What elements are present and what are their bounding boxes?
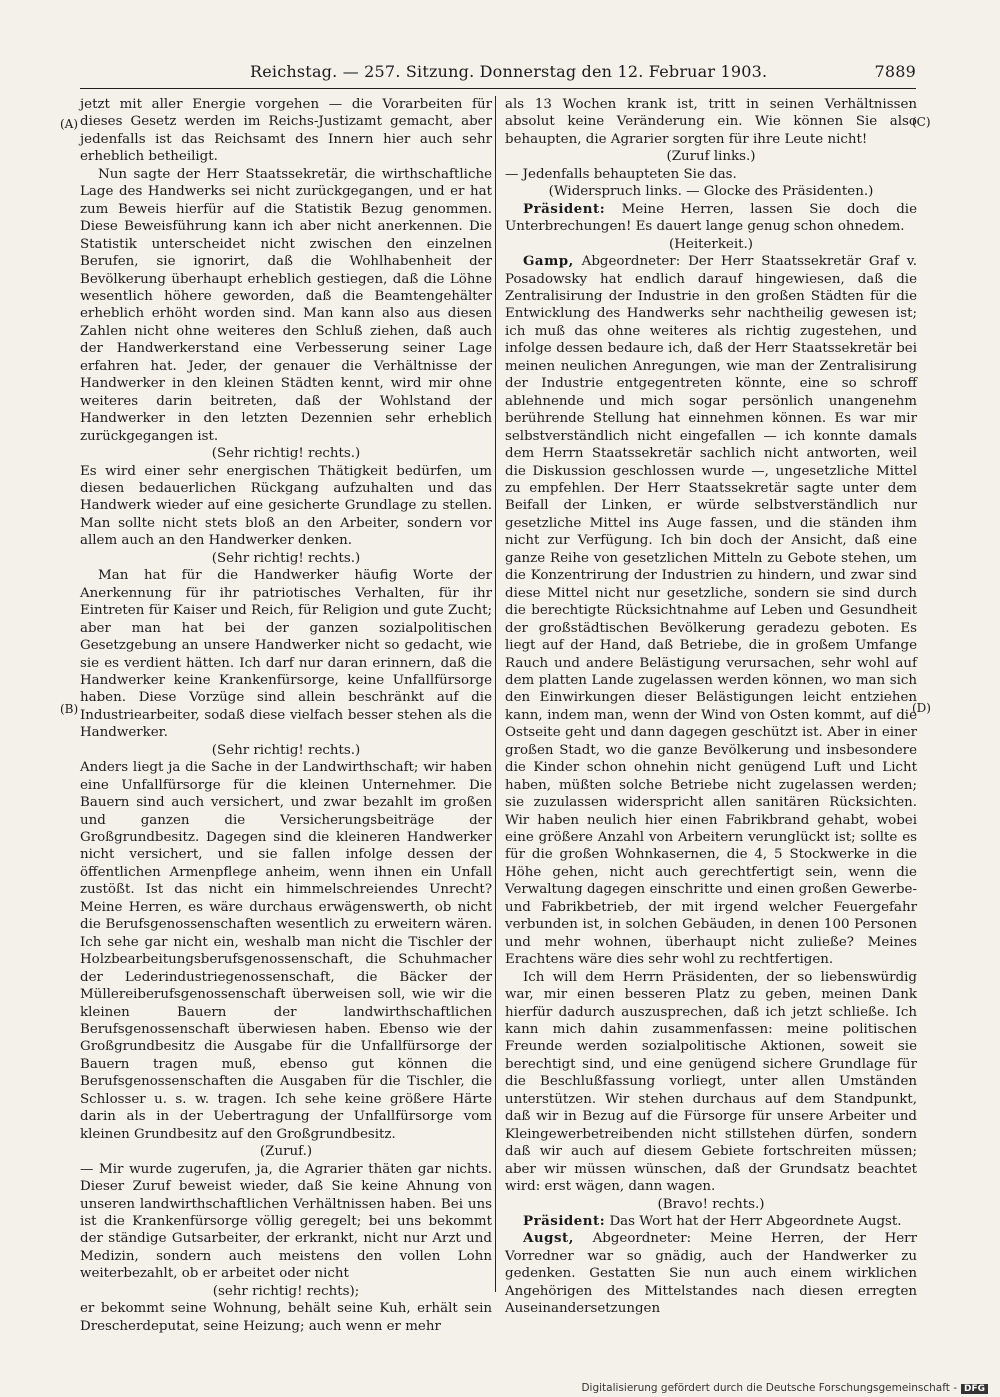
speaker-name: Präsident: <box>523 200 606 217</box>
text-paragraph: — Mir wurde zugerufen, ja, die Agrarier thäten gar nichts. Dieser Zuruf beweist wieder, daß Sie keine Ahnung von unseren landwirthschaftlichen Verhältnissen haben. Bei uns ist die Krankenfürsorge völlig geregelt; bei uns bekommt der ständige Gutsarbeiter, der erkrankt, nicht nur Arzt und Medizin, sondern auch meistens den vollen Lohn weiterbezahlt, ob er arbeitet oder nicht <box>80 1161 492 1282</box>
page-header <box>80 62 916 86</box>
margin-mark-d: (D) <box>912 701 931 715</box>
speaker-name: Augst, <box>523 1230 574 1247</box>
speech-paragraph <box>505 253 917 969</box>
text-paragraph: er bekommt seine Wohnung, behält seine Kuh, erhält sein Drescherdeputat, seine Heizung; auch wenn er mehr <box>80 1301 492 1334</box>
text-paragraph: als 13 Wochen krank ist, tritt in seinen Verhältnissen absolut keine Veränderung ein. Wie können Sie also behaupten, die Agrarier sorgten für ihre Leute nicht! <box>505 97 917 147</box>
text-paragraph: Man hat für die Handwerker häufig Worte der Anerkennung für ihr patriotisches Verhalten, für ihr Eintreten für Kaiser und Reich, für Religion und gute Zucht; aber man hat bei der ganzen sozialpolitischen Gesetzgebung an unsere Handwerker nicht so gedacht, wie sie es verdient hätten. Ich darf nur daran erinnern, daß die Handwerker keine Krankenfürsorge, keine Unfallfürsorge haben. Diese Vorzüge sind allein beschränkt auf die Industriearbeiter, sodaß diese vielfach besser stehen als die Handwerker. <box>80 568 492 741</box>
footer <box>581 1382 988 1394</box>
text-paragraph: Es wird einer sehr energischen Thätigkeit bedürfen, um diesen bedauerlichen Rückgang aufzuhalten und das Handwerk wieder auf eine gesicherte Grundlage zu stellen. Man sollte nicht stets bloß an den Arbeiter, sondern vor allem auch an den Handwerker denken. <box>80 463 492 549</box>
speaker-name: Präsident: <box>523 1213 606 1229</box>
speech-text: Meine Herren, lassen Sie doch die Unterbrechungen! Es dauert lange genug schon ohnedem. <box>505 201 917 235</box>
speech-text: Abgeordneter: Der Herr Staatssekretär Graf v. Posadowsky hat endlich darauf hingewiesen, daß die Zentralisirung der Industrie in den großen Städten für die Entwicklung des Handwerks sehr nachtheilig gewesen ist; ich muß das ohne weiteres als richtig zugestehen, und infolge dessen bedaure ich, daß der Herr Staatssekretär bei meinen neulichen Anregungen, wie man der Zentralisirung der Industrie entgegentreten könnte, eine so schroff ablehnende und mich sogar persönlich unangenehm berührende Stellung hat einnehmen können. Es war mir selbstverständlich nicht eingefallen — ich konnte damals dem Herrn Staatssekretär sachlich nicht antworten, weil die Diskussion geschlossen wurde —, ungesetzliche Mittel zu empfehlen. Der Herr Staatssekretär sagte unter dem Beifall der Linken, er würde selbstverständlich nur gesetzliche Mittel ins Auge fassen, und die ständen ihm nicht zur Verfügung. Ich bin doch der Ansicht, daß eine ganze Reihe von gesetzlichen Mitteln zu Gebote stehen, um die Konzentrirung der Industrien zu hindern, und zwar sind diese Mittel nicht nur gesetzliche, sondern sie sind durch die berechtigte Rücksichtnahme auf Leben und Gesundheit der großstädtischen Bevölkerung geradezu geboten. Es liegt auf der Hand, daß Betriebe, die in großem Umfange Rauch und andere Belästigung verursachen, sehr wohl auf dem platten Lande zugelassen werden können, wo man sich den Einwirkungen dieser Belästigungen leicht entziehen kann, indem man, wenn der Wind von Osten kommt, auf die Ostseite geht und dann dagegen geschützt ist. Aber in einer großen Stadt, wo die ganze Bevölkerung und insbesondere die Kinder schon ohnehin nicht genügend Luft und Licht haben, müßten solche Betriebe nicht zugelassen werden; sie zuzulassen widerspricht allen sanitären Rücksichten. Wir haben neulich hier einen Fabrikbrand gehabt, wobei eine größere Anzahl von Arbeitern verunglückt ist; sollte es für die großen Wohnkasernen, die 4, 5 Stockwerke in die Höhe gehen, nicht auch gerechtfertigt sein, wenn die Verwaltung dagegen einschritte und einen großen Gewerbe- und Fabrikbetrieb, der mit irgend welcher Feuergefahr verbunden ist, in solchen Gebäuden, in denen 100 Personen und mehr wohnen, überhaupt nicht zuließe? Meines Erachtens wäre dies sehr wohl zu rechtfertigen. <box>505 254 917 968</box>
header-rule <box>80 88 916 89</box>
interjection: (Sehr richtig! rechts.) <box>211 446 361 462</box>
margin-mark-c: (C) <box>912 115 931 129</box>
interjection: (Widerspruch links. — Glocke des Präsidenten.) <box>548 184 874 200</box>
interjection: (Sehr richtig! rechts.) <box>211 550 361 566</box>
text-paragraph: jetzt mit aller Energie vorgehen — die Vorarbeiten für dieses Gesetz werden im Reichs-Justizamt gemacht, aber jedenfalls ist das Reichsamt des Innern hier auch sehr erheblich betheiligt. <box>80 97 492 165</box>
dfg-logo: DFG <box>961 1384 988 1394</box>
margin-mark-a: (A) <box>60 117 79 131</box>
speech-paragraph <box>505 1213 917 1230</box>
interjection: (Zuruf links.) <box>666 149 756 165</box>
speech-text: Das Wort hat der Herr Abgeordnete Augst. <box>605 1214 902 1229</box>
text-paragraph: Nun sagte der Herr Staatssekretär, die wirthschaftliche Lage des Handwerks sei nicht zurückgegangen, und er hat zum Beweis hierfür auf die Statistik Bezug genommen. Diese Beweisführung kann ich aber nicht anerkennen. Die Statistik unterscheidet nicht zwischen den einzelnen Berufen, sie ignorirt, daß die Wohlhabenheit der Bevölkerung überhaupt erheblich gestiegen, daß die Löhne wesentlich höhere geworden, daß die Beamtengehälter erheblich erhöht worden sind. Man kann also aus diesen Zahlen nicht ohne weiteres den Schluß ziehen, daß auch der Handwerkerstand eine Verbesserung seiner Lage erfahren hat. Jeder, der genauer die Verhältnisse der Handwerker in den kleinen Städten kennt, wird mir ohne weiteres darin beitreten, daß der Wohlstand der Handwerker in den letzten Dezennien sehr erheblich zurückgegangen ist. <box>80 166 492 444</box>
speaker-name: Gamp, <box>523 253 574 270</box>
interjection: (Heiterkeit.) <box>669 236 753 252</box>
text-paragraph: Ich will dem Herrn Präsidenten, der so liebenswürdig war, mir einen besseren Platz zu geben, meinen Dank hierfür dadurch auszusprechen, daß ich jetzt schließe. Ich kann mich dahin zusammenfassen: meine politischen Freunde werden sozialpolitische Aktionen, soweit sie berechtigt sind, und eine genügend sichere Grundlage für die Beschlußfassung vorliegt, unter allen Umständen unterstützen. Wir stehen durchaus auf dem Standpunkt, daß wir in Bezug auf die Fürsorge für unsere Arbeiter und Kleingewerbetreibenden nicht stillstehen dürfen, sondern daß wir auch auf diesem Gebiete fortschreiten müssen; aber wir müssen wünschen, daß der Grundsatz beachtet wird: erst wägen, dann wagen. <box>505 969 917 1195</box>
interjection: (Sehr richtig! rechts.) <box>211 742 361 758</box>
column-divider <box>495 96 496 1292</box>
text-paragraph: Anders liegt ja die Sache in der Landwirthschaft; wir haben eine Unfallfürsorge für die kleinen Unternehmer. Die Bauern sind auch versichert, und zwar bezahlt im großen und ganzen die Versicherungsbeiträge der Großgrundbesitz. Dagegen sind die kleineren Handwerker nicht versichert, und sie fallen infolge dessen der öffentlichen Armenpflege anheim, wenn ihnen ein Unfall zustößt. Ist das nicht ein himmelschreiendes Unrecht? Meine Herren, es wäre durchaus erwägenswerth, ob nicht die Berufsgenossenschaften wesentlich zu erweitern wären. Ich sehe gar nicht ein, weshalb man nicht die Tischler der Holzbearbeitungsberufsgenossenschaft, die Schuhmacher der Lederindustriegenossenschaft, die Bäcker der Müllereiberufsgenossenschaft überweisen soll, wie wir die kleinen Bauern der landwirthschaftlichen Berufsgenossenschaft überwiesen haben. Ebenso wie der Großgrundbesitz die Ausgabe für die Unfallfürsorge der Bauern tragen muß, ebenso gut können die Berufsgenossenschaften die Ausgaben für die Tischler, die Schlosser u. s. w. tragen. Ich sehe keine größere Härte darin als in der Uebertragung der Unfallfürsorge vom kleinen Grundbesitz auf den Großgrundbesitz. <box>80 760 492 1142</box>
text-paragraph: — Jedenfalls behaupteten Sie das. <box>505 166 737 182</box>
page-number: 7889 <box>874 62 916 81</box>
page-title: Reichstag. — 257. Sitzung. Donnerstag den 12. Februar 1903. <box>250 62 768 81</box>
speech-text: Abgeordneter: Meine Herren, der Herr Vorredner war so gnädig, auch der Handwerker zu gedenken. Gestatten Sie nun auch einem wirklichen Angehörigen des Mittelstandes nach diesen erregten Auseinandersetzungen <box>505 1231 917 1317</box>
interjection: (Bravo! rechts.) <box>657 1196 765 1212</box>
speech-paragraph <box>505 201 917 236</box>
footer-text: Digitalisierung gefördert durch die Deutsche Forschungsgemeinschaft - <box>581 1382 957 1394</box>
interjection: (sehr richtig! rechts); <box>212 1283 360 1299</box>
left-column <box>80 96 492 1334</box>
right-column <box>505 96 917 1317</box>
margin-mark-b: (B) <box>60 702 79 716</box>
speech-paragraph <box>505 1230 917 1317</box>
interjection: (Zuruf.) <box>259 1144 313 1160</box>
